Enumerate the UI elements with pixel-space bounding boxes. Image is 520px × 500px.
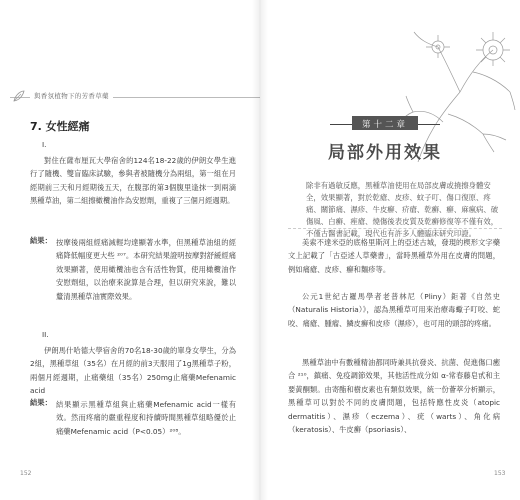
paragraph-study-2: 伊朗馬什哈德大學宿舍的70名18-30歲的單身女學生，分為2組，黑種草組（35名）在月經的前3天服用了1g黑種草子粉，兩個月經週期，止痛藥組（35名）250mg止痛藥Mefenamic acid — [30, 346, 236, 396]
chapter-title: 局部外用效果 — [328, 143, 442, 163]
page-number-left: 152 — [20, 470, 32, 477]
result-text-2: 結果顯示黑種草組與止痛藥Mefenamic acid一樣有效。然而疼痛的嚴重程度和持續時間黑種草組略優於止痛藥Mefenamic acid（P<0.05）²⁰⁸。 — [56, 400, 236, 436]
paragraph-actives: 黑種草油中有數種精油都同時兼具抗發炎、抗菌、促進傷口癒合 ²¹⁰，鎮痛、免疫調節效果，其他活性成分如 α-常春藤皂甙和主要黃酮類。由寄酯和樹皮素也有類似效果，統一份薈萃分析顯示，黑種草可以對於不同的皮膚問題，包括特應性皮炎（atopic dermatitis）、濕疹（eczema）、疣（warts）、角化病（keratosis）、牛皮癬（psoriasis）、 — [288, 358, 500, 435]
roman-numeral-2: II. — [42, 330, 49, 339]
leaf-icon — [12, 89, 26, 103]
paragraph-history-1: 美索不達米亞的底格里斯河上的亞述古城，發現的楔形文字藥文上記載了「古亞述人草藥書」，當時黑種草外用在皮膚的問題，例如痛瘡、皮疹、癬和麵疹等。 — [288, 238, 500, 274]
result-label-2: 結果： — [30, 398, 52, 407]
page-number-right: 153 — [494, 470, 506, 477]
section-title: 7. 女性經痛 — [30, 120, 90, 133]
roman-numeral-1: I. — [42, 140, 47, 149]
running-header-text: 與香氛植物下的芳香草藥 — [30, 91, 113, 100]
paragraph-history-2: 公元1世紀古羅馬學者老普林尼（Pliny）鉅著《自然史（Naturalis Historia）》，認為黑種草可用來治療毒蠍子叮咬、蛇咬、痛瘡、腫瘤、鱗皮癬和皮疹（濕疹），也可用的頭部的疼痛。 — [288, 292, 500, 328]
result-label-1: 結果： — [30, 236, 52, 245]
chapter-label: 第十二章 — [361, 120, 408, 130]
intro-divider — [288, 228, 502, 229]
chapter-intro: 除非有過敏反應，黑種草油使用在局部皮膚或撓擦身體安全，效果顯著，對於乾瘡、皮疹、蚊子叮、傷口復原、疼痛、關節痛、濕疹、牛皮癬、疥瘡、乾癬、癬、麻瘋病、破傷風、白癬、痤瘡、燒傷後表皮質及乾癬修復等不僅有效，不僅古醫書記載，現代也有許多人體臨床研究印證。 — [306, 181, 499, 238]
running-header — [10, 88, 260, 106]
paragraph-study-1: 對住在薩布厘瓦大學宿舍的124名18-22歲的伊朗女學生進行了隨機、雙盲臨床試驗，參與者被隨機分為兩組，第一組在月經期前三天和月經期後五天，在腹部的第3個腹里逢抹一到兩滴黑種草油，第二組擦橄欖油作為安慰劑，重複了三個月經週期。 — [30, 156, 236, 206]
book-gutter — [252, 0, 268, 500]
result-text-1: 按摩後兩組經痛減輕均達顯著水準，但黑種草油組的經痛降低幅度更大些 ²⁰⁷。本研究結果證明按摩對舒緩經痛效果顯著，使用橄欖油也含有活性物質，使用橄欖油作安慰劑組，以治療來說算是合理，但以研究來說，難以釐清黑種草油實際效果。 — [56, 238, 236, 301]
